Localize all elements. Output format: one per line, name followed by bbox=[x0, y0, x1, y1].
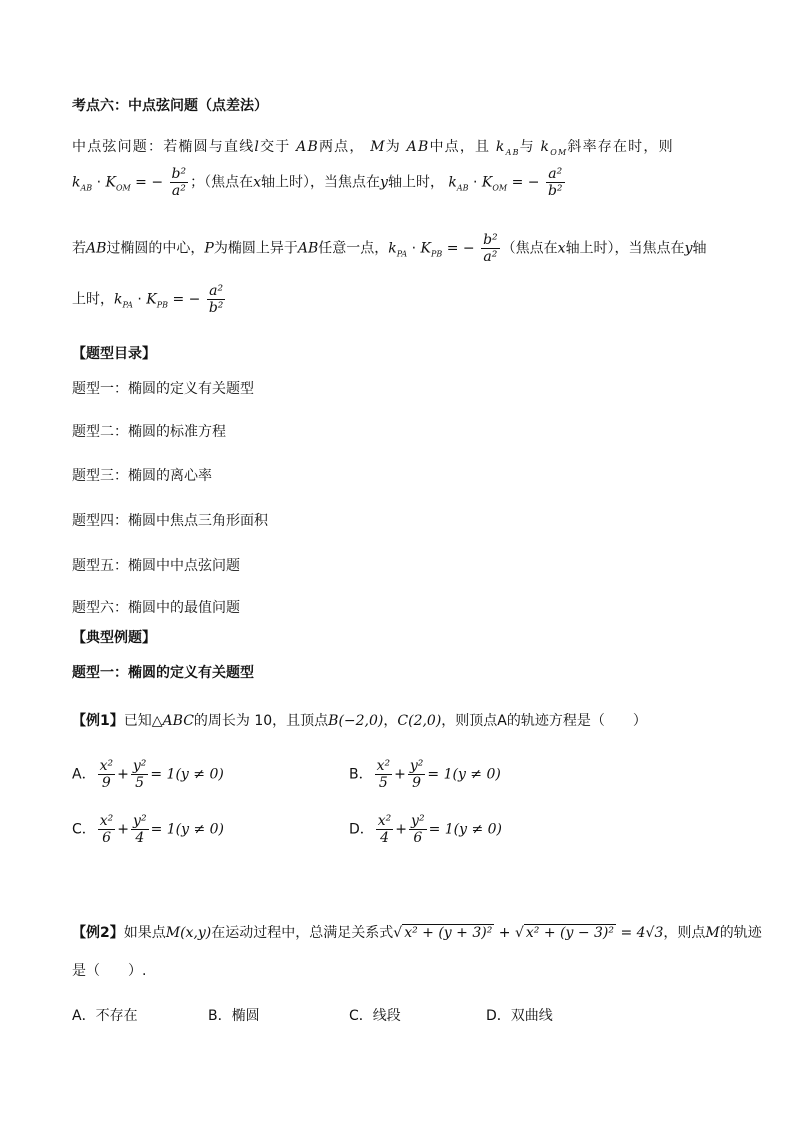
numerator: y² bbox=[411, 813, 425, 829]
denominator: b² bbox=[547, 183, 563, 199]
fraction bbox=[170, 166, 189, 199]
equals: = − bbox=[446, 240, 475, 257]
math-p: P bbox=[204, 240, 214, 257]
dot: · bbox=[473, 174, 478, 191]
fraction bbox=[207, 283, 226, 316]
math-ab: AB bbox=[406, 139, 430, 155]
midpoint-para-line2 bbox=[72, 166, 567, 199]
numerator: y² bbox=[132, 758, 147, 774]
numerator: x² bbox=[376, 758, 391, 774]
text: 轴上时），当焦点在 bbox=[565, 240, 685, 257]
example-label: 【例2】 bbox=[72, 925, 124, 941]
fraction bbox=[131, 758, 149, 791]
option-c[interactable]: C． $\frac{\text{x²}}{6}$ + $\frac{\text{y²}}{4}$ = 1(y ≠ 0) bbox=[72, 813, 225, 846]
text: 如果点 bbox=[123, 925, 166, 941]
equals: = 4√3 bbox=[620, 925, 664, 941]
math-point-m: M(x,y) bbox=[165, 925, 212, 941]
numerator: y² bbox=[133, 813, 147, 829]
text: 斜率存在时，则 bbox=[567, 139, 674, 155]
numerator: a² bbox=[207, 283, 226, 300]
option-letter: D． bbox=[349, 821, 374, 838]
equation-tail: = 1(y ≠ 0) bbox=[150, 821, 225, 838]
fraction bbox=[98, 813, 116, 846]
math-k: k bbox=[72, 174, 81, 191]
math-point-c: C(2,0) bbox=[397, 713, 442, 729]
math-m: M bbox=[705, 925, 720, 941]
text: ，则点 bbox=[663, 925, 706, 941]
example-label: 【例1】 bbox=[72, 713, 124, 729]
denominator: 9 bbox=[101, 775, 111, 791]
math-k: k bbox=[495, 139, 506, 155]
equals: = − bbox=[135, 174, 164, 191]
subscript: AB bbox=[80, 183, 93, 193]
type1-title: 题型一：椭圆的定义有关题型 bbox=[72, 665, 254, 681]
dot: · bbox=[411, 240, 417, 257]
sqrt-term: x² + (y − 3)² bbox=[525, 925, 614, 941]
text: 为 bbox=[385, 139, 401, 155]
example-2-question: 【例2】如果点M(x,y)在运动过程中，总满足关系式√ x² + (y + 3)² + √ x² + (y − 3)² = 4√3，则点M的轨迹 bbox=[72, 925, 762, 941]
denominator: 4 bbox=[135, 830, 145, 846]
math-k: k bbox=[114, 291, 123, 308]
subscript: OM bbox=[115, 183, 131, 193]
fraction bbox=[481, 232, 500, 265]
option-d[interactable]: D． $\frac{\text{x²}}{4}$ + $\frac{\text{y²}}{6}$ = 1(y ≠ 0) bbox=[349, 813, 503, 846]
text: 任意一点， bbox=[318, 240, 389, 257]
math-K: K bbox=[105, 174, 116, 191]
equals: = − bbox=[511, 174, 540, 191]
fraction bbox=[98, 758, 116, 791]
text: 中点，且 bbox=[429, 139, 491, 155]
option-letter: C． bbox=[72, 821, 96, 838]
catalog-item: 题型三：椭圆的离心率 bbox=[72, 468, 212, 484]
math-k: k bbox=[448, 174, 457, 191]
fraction bbox=[409, 813, 427, 846]
text: 与 bbox=[519, 139, 535, 155]
math-y: y bbox=[380, 174, 388, 191]
fraction bbox=[376, 813, 394, 846]
catalog-item: 题型一：椭圆的定义有关题型 bbox=[72, 381, 254, 397]
text: 中点弦问题：若椭圆与直线 bbox=[72, 139, 255, 155]
plus: + bbox=[498, 925, 511, 941]
text: 已知△ bbox=[123, 713, 163, 729]
denominator: 6 bbox=[102, 830, 111, 846]
subscript: PB bbox=[430, 249, 443, 259]
numerator: y² bbox=[409, 758, 424, 774]
math-ab: AB bbox=[296, 139, 319, 155]
fraction bbox=[546, 166, 565, 199]
center-para-line1 bbox=[72, 232, 706, 265]
text: （焦点在 bbox=[501, 240, 558, 257]
example-1-question bbox=[72, 710, 647, 730]
math-K: K bbox=[146, 291, 157, 308]
option-letter: B． bbox=[349, 766, 373, 783]
dot: · bbox=[137, 291, 142, 308]
text: 在运动过程中，总满足关系式 bbox=[211, 925, 394, 941]
equation-tail: = 1(y ≠ 0) bbox=[150, 766, 224, 783]
denominator: 5 bbox=[135, 775, 145, 791]
subscript: PA bbox=[122, 300, 133, 310]
denominator: b² bbox=[208, 300, 224, 316]
math-k: k bbox=[540, 139, 551, 155]
catalog-header: 【题型目录】 bbox=[72, 346, 156, 362]
text: 的周长为 10，且顶点 bbox=[193, 713, 329, 729]
math-y: y bbox=[684, 240, 693, 257]
denominator: 4 bbox=[380, 830, 389, 846]
text: 为椭圆上异于 bbox=[213, 240, 298, 257]
subscript: AB bbox=[456, 183, 469, 193]
text: 若 bbox=[72, 240, 86, 257]
math-point-b: B(−2,0) bbox=[328, 713, 384, 729]
text: 的轨迹 bbox=[719, 925, 762, 941]
math-k: k bbox=[388, 240, 397, 257]
option-a[interactable]: A．不存在 bbox=[72, 1008, 138, 1024]
subscript: AB bbox=[505, 147, 520, 157]
catalog-item: 题型六：椭圆中的最值问题 bbox=[72, 600, 240, 616]
math-K: K bbox=[420, 240, 431, 257]
math-x: x bbox=[557, 240, 566, 257]
math-m: M bbox=[370, 139, 386, 155]
text: 交于 bbox=[260, 139, 291, 155]
fraction bbox=[375, 758, 393, 791]
dot: · bbox=[96, 174, 102, 191]
math-ab: AB bbox=[297, 240, 319, 257]
text: ， bbox=[383, 713, 398, 729]
denominator: a² bbox=[483, 249, 498, 265]
text: ，则顶点A的轨迹方程是（ ） bbox=[441, 713, 647, 729]
fraction bbox=[408, 758, 426, 791]
text: 过椭圆的中心， bbox=[106, 240, 205, 257]
equation-tail: = 1(y ≠ 0) bbox=[428, 821, 503, 838]
equals: = − bbox=[172, 291, 201, 308]
subscript: OM bbox=[550, 147, 568, 157]
numerator: x² bbox=[99, 758, 114, 774]
equation-tail: = 1(y ≠ 0) bbox=[427, 766, 501, 783]
option-a[interactable]: A． $\frac{\text{x²}}{9}$ + $\frac{\text{y²}}{5}$ = 1(y ≠ 0) bbox=[72, 758, 224, 791]
math-ab: AB bbox=[86, 240, 107, 257]
text: ；（焦点在 bbox=[190, 174, 254, 191]
sqrt-term: x² + (y + 3)² bbox=[404, 925, 493, 941]
catalog-item: 题型四：椭圆中焦点三角形面积 bbox=[72, 513, 268, 529]
text: 轴上时， bbox=[387, 174, 444, 191]
subscript: OM bbox=[492, 183, 508, 193]
center-para-line2 bbox=[72, 283, 227, 316]
denominator: 5 bbox=[378, 775, 388, 791]
numerator: x² bbox=[99, 813, 114, 829]
numerator: x² bbox=[377, 813, 392, 829]
text: 轴 bbox=[692, 240, 707, 257]
math-K: K bbox=[481, 174, 493, 191]
catalog-item: 题型五：椭圆中中点弦问题 bbox=[72, 558, 240, 574]
section-title: 考点六：中点弦问题（点差法） bbox=[72, 98, 268, 114]
option-b[interactable]: B． $\frac{\text{x²}}{5}$ + $\frac{\text{y²}}{9}$ = 1(y ≠ 0) bbox=[349, 758, 501, 791]
math-x: x bbox=[253, 174, 262, 191]
denominator: a² bbox=[171, 183, 186, 199]
fraction bbox=[131, 813, 149, 846]
math-l: l bbox=[254, 139, 261, 155]
numerator: b² bbox=[483, 232, 498, 248]
option-letter: A． bbox=[72, 766, 96, 783]
catalog-item: 题型二：椭圆的标准方程 bbox=[72, 424, 226, 440]
numerator: b² bbox=[171, 166, 187, 182]
denominator: 6 bbox=[413, 830, 423, 846]
denominator: 9 bbox=[412, 775, 422, 791]
text: 两点， bbox=[318, 139, 365, 155]
text: 上时， bbox=[72, 291, 114, 308]
subscript: PA bbox=[396, 249, 408, 259]
numerator: a² bbox=[546, 166, 565, 183]
math-abc: ABC bbox=[162, 713, 194, 729]
subscript: PB bbox=[156, 300, 169, 310]
text: 轴上时），当焦点在 bbox=[261, 174, 381, 191]
midpoint-para-line1 bbox=[72, 136, 674, 157]
example-2-line2: 是（ ）. bbox=[72, 963, 147, 979]
option-b[interactable]: B．椭圆 bbox=[208, 1008, 260, 1024]
option-d[interactable]: D．双曲线 bbox=[486, 1008, 553, 1024]
examples-header: 【典型例题】 bbox=[72, 630, 156, 646]
option-c[interactable]: C．线段 bbox=[349, 1008, 401, 1024]
